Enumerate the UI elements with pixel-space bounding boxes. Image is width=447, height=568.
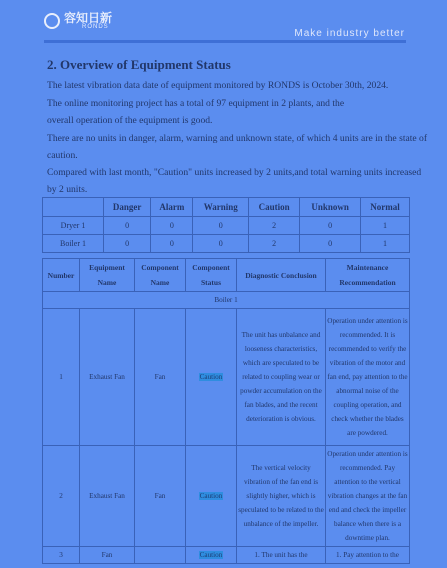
maintenance-recommendation: Operation under attention is recommended. It is recommended to verify the vibration of the motor and fan end, pay attention to the abnormal noise of the coupling operation, and check whether the blades are powdered. — [326, 309, 410, 446]
count-cell: 1 — [361, 235, 410, 253]
status-summary-table — [42, 197, 410, 253]
count-cell: 0 — [151, 217, 193, 235]
table-row — [43, 217, 410, 235]
paragraph-line: Compared with last month, "Caution" units increased by 2 units,and total warning units increased — [47, 167, 422, 178]
summary-header-row — [43, 198, 410, 217]
paragraph-line: The online monitoring project has a total of 97 equipment in 2 plants, and the — [47, 98, 345, 109]
component-name: Fan — [135, 446, 186, 547]
plant-name: Dryer 1 — [43, 217, 104, 235]
paragraph-line: The latest vibration data date of equipment monitored by RONDS is October 30th, 2024. — [47, 80, 389, 91]
summary-header-cell: Danger — [104, 198, 151, 217]
count-cell: 2 — [249, 235, 300, 253]
maintenance-recommendation: Operation under attention is recommended. Pay attention to the vertical vibration changes at the fan end and check the impeller balance when there is a downtime plan. — [326, 446, 410, 547]
status-badge: Caution — [199, 373, 223, 381]
paragraph-line: caution. — [47, 150, 78, 161]
summary-header-cell: Warning — [193, 198, 249, 217]
component-name: Fan — [135, 309, 186, 446]
detail-header-row — [43, 259, 410, 292]
section-title: 2. Overview of Equipment Status — [47, 57, 231, 72]
summary-header-cell: Alarm — [151, 198, 193, 217]
count-cell: 0 — [151, 235, 193, 253]
status-badge: Caution — [199, 551, 223, 559]
detail-header-cell: Number — [43, 259, 80, 292]
logo-chinese-text: 容知日新 — [64, 11, 113, 25]
status-badge: Caution — [199, 492, 223, 500]
detail-header-cell: Maintenance Recommendation — [326, 259, 410, 292]
diagnostic-conclusion: The vertical velocity vibration of the fan end is slightly higher, which is speculated to be related to the unbalance of the impeller. — [237, 446, 326, 547]
count-cell: 0 — [193, 235, 249, 253]
component-status — [186, 309, 237, 446]
summary-header-cell: Unknown — [300, 198, 361, 217]
component-status — [186, 446, 237, 547]
equipment-name: Exhaust Fan — [80, 446, 135, 547]
table-row — [43, 446, 410, 547]
detail-header-cell: Diagnostic Conclusion — [237, 259, 326, 292]
count-cell: 0 — [193, 217, 249, 235]
row-number: 3 — [43, 547, 80, 564]
count-cell: 1 — [361, 217, 410, 235]
header-divider — [44, 40, 406, 43]
count-cell: 0 — [104, 235, 151, 253]
header-tagline: Make industry better — [294, 28, 405, 39]
table-row — [43, 547, 410, 564]
row-number: 1 — [43, 309, 80, 446]
count-cell: 0 — [300, 217, 361, 235]
diagnosis-detail-table — [42, 258, 410, 564]
paragraph-line: overall operation of the equipment is good. — [47, 115, 213, 126]
count-cell: 2 — [249, 217, 300, 235]
summary-header-cell: Caution — [249, 198, 300, 217]
paragraph-line: by 2 units. — [47, 184, 88, 195]
summary-header-cell — [43, 198, 104, 217]
maintenance-recommendation: 1. Pay attention to the — [326, 547, 410, 564]
page-header — [0, 0, 447, 44]
group-label: Boiler 1 — [43, 292, 410, 309]
table-row — [43, 309, 410, 446]
detail-header-cell: Equipment Name — [80, 259, 135, 292]
component-status — [186, 547, 237, 564]
component-name — [135, 547, 186, 564]
equipment-name: Exhaust Fan — [80, 309, 135, 446]
logo-english-text: RONDS — [82, 24, 109, 30]
detail-header-cell: Component Name — [135, 259, 186, 292]
count-cell: 0 — [104, 217, 151, 235]
ronds-logo — [44, 12, 112, 30]
equipment-name: Fan — [80, 547, 135, 564]
diagnostic-conclusion: The unit has unbalance and looseness characteristics, which are speculated to be related to coupling wear or powder accumulation on the fan blades, and the recent deterioration is obvious. — [237, 309, 326, 446]
row-number: 2 — [43, 446, 80, 547]
group-row — [43, 292, 410, 309]
diagnostic-conclusion: 1. The unit has the — [237, 547, 326, 564]
table-row — [43, 235, 410, 253]
summary-header-cell: Normal — [361, 198, 410, 217]
paragraph-line: There are no units in danger, alarm, warning and unknown state, of which 4 units are in the state of — [47, 133, 428, 144]
count-cell: 0 — [300, 235, 361, 253]
plant-name: Boiler 1 — [43, 235, 104, 253]
logo-icon — [44, 13, 60, 29]
detail-header-cell: Component Status — [186, 259, 237, 292]
